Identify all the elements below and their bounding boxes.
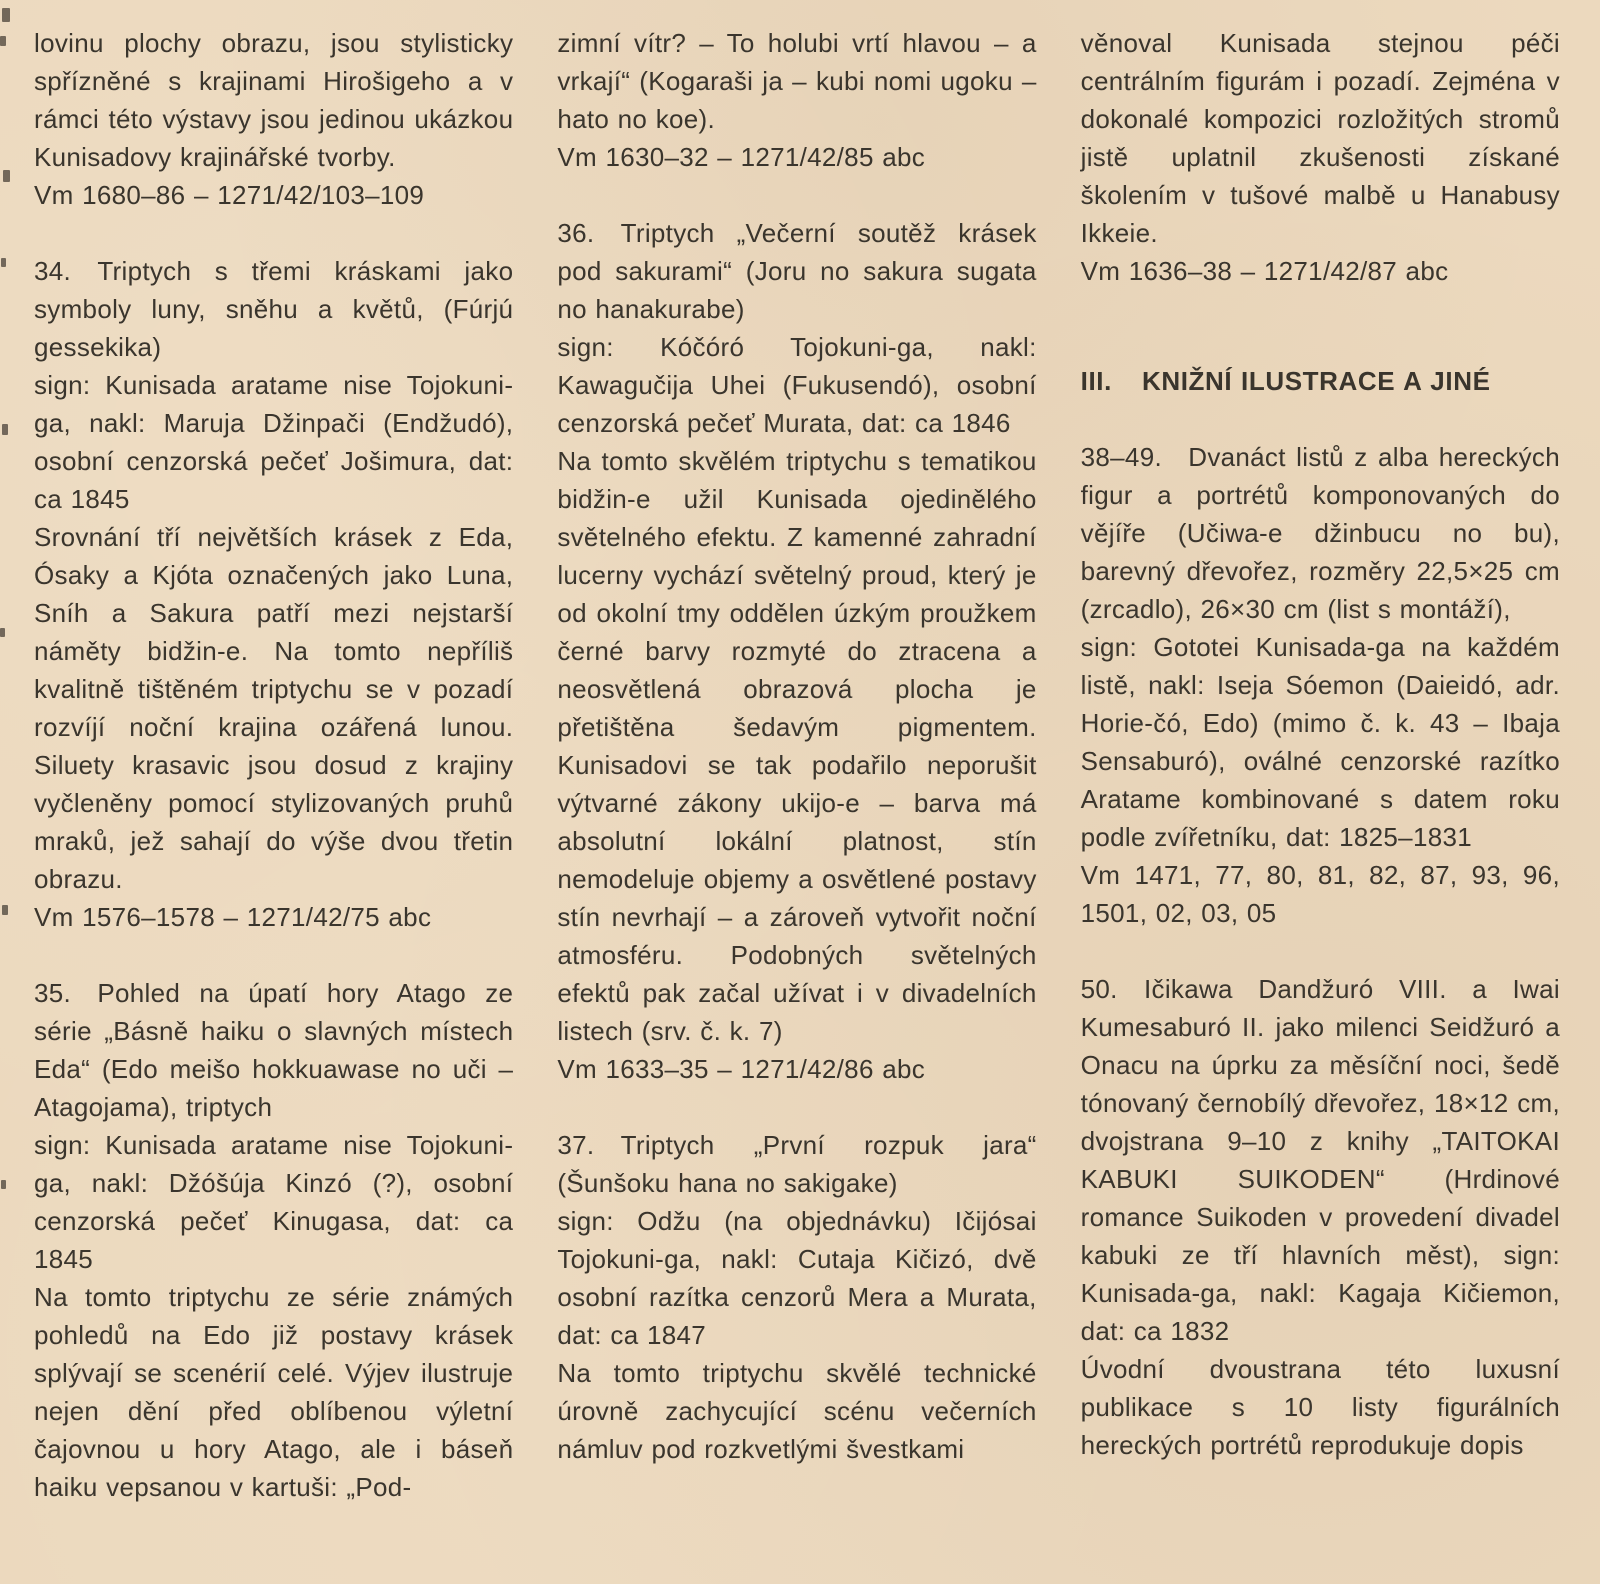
inventory-reference: Vm 1636–38 – 1271/42/87 abc	[1080, 256, 1449, 286]
catalog-entry: 50. Ičikawa Dandžuró VIII. a Iwai Kumesaburó II. jako milenci Seidžuró a Onacu na úprku za měsíční noci, šedě tónovaný černobílý dřevořez, 18×12 cm, dvojstrana 9–10 z knihy „TAITOKAI KABUKI SUIKODEN“ (Hrdinové romance Suikoden v provedení divadel kabuki ze tří hlavních měst), sign: Kunisada-ga, nakl: Kagaja Kičiemon, dat: ca 1832	[1080, 974, 1560, 1346]
scan-speck	[0, 628, 5, 637]
inventory-reference: Vm 1630–32 – 1271/42/85 abc	[557, 142, 926, 172]
scan-speck	[2, 905, 8, 915]
scan-speck	[1, 1180, 6, 1189]
paragraph: Úvodní dvoustrana této luxusní publikace s 10 listy figurálních hereckých portrétů reprodukuje dopis	[1080, 1354, 1560, 1460]
inventory-reference: Vm 1633–35 – 1271/42/86 abc	[557, 1054, 926, 1084]
scan-speck	[2, 8, 10, 22]
paragraph: sign: Kóčóró Tojokuni-ga, nakl: Kawagučija Uhei (Fukusendó), osobní cenzorská pečeť Murata, dat: ca 1846	[557, 332, 1037, 438]
inventory-reference: Vm 1680–86 – 1271/42/103–109	[34, 180, 425, 210]
scan-speck	[3, 170, 10, 182]
paragraph: Na tomto triptychu skvělé technické úrovně zachycující scénu večerních námluv pod rozkvetlými švestkami	[557, 1358, 1037, 1464]
scan-speck	[1, 258, 6, 267]
section-heading	[1081, 362, 1560, 400]
section-heading-number: III.	[1080, 366, 1112, 396]
column-center	[557, 24, 1036, 1574]
paragraph: Na tomto triptychu ze série známých pohledů na Edo již postavy krásek splývají se scenérií celé. Výjev ilustruje nejen dění před oblíbenou výletní čajovnou u hory Atago, ale i báseň haiku vepsanou v kartuši: „Pod-	[34, 1282, 514, 1502]
paragraph: lovinu plochy obrazu, jsou stylisticky spřízněné s krajinami Hirošigeho a v rámci této výstavy jsou jedinou ukázkou Kunisadovy krajinářské tvorby.	[34, 28, 514, 172]
paragraph: sign: Kunisada aratame nise Tojokuni-ga, nakl: Maruja Džinpači (Endžudó), osobní cenzorská pečeť Jošimura, dat: ca 1845	[34, 370, 514, 514]
paragraph: sign: Gototei Kunisada-ga na každém listě, nakl: Iseja Sóemon (Daieidó, adr. Horie-čó, Edo) (mimo č. k. 43 – Ibaja Sensaburó), oválné cenzorské razítko Aratame kombinované s datem roku podle zvířetníku, dat: 1825–1831	[1080, 632, 1560, 852]
paragraph: sign: Odžu (na objednávku) Ičijósai Tojokuni-ga, nakl: Cutaja Kičizó, dvě osobní razítka cenzorů Mera a Murata, dat: ca 1847	[557, 1206, 1037, 1350]
section-heading-text: KNIŽNÍ ILUSTRACE A JINÉ	[1141, 366, 1491, 396]
inventory-reference: Vm 1471, 77, 80, 81, 82, 87, 93, 96, 1501, 02, 03, 05	[1080, 860, 1560, 928]
inventory-reference: Vm 1576–1578 – 1271/42/75 abc	[34, 902, 432, 932]
paragraph: zimní vítr? – To holubi vrtí hlavou – a vrkají“ (Kogaraši ja – kubi nomi ugoku – hato no koe).	[557, 28, 1037, 134]
catalog-entry: 38–49. Dvanáct listů z alba hereckých figur a portrétů komponovaných do vějíře (Učiwa-e džinbucu no bu), barevný dřevořez, rozměry 22,5×25 cm (zrcadlo), 26×30 cm (list s montáží),	[1080, 442, 1560, 624]
column-right	[1081, 24, 1560, 1574]
paragraph: sign: Kunisada aratame nise Tojokuni-ga, nakl: Džóšúja Kinzó (?), osobní cenzorská pečeť Kinugasa, dat: ca 1845	[34, 1130, 514, 1274]
scan-speck	[2, 424, 8, 435]
catalog-entry: 35. Pohled na úpatí hory Atago ze série „Básně haiku o slavných místech Eda“ (Edo meišo hokkuawase no uči – Atagojama), triptych	[34, 978, 514, 1122]
paragraph: věnoval Kunisada stejnou péči centrálním figurám i pozadí. Zejména v dokonalé kompozici rozložitých stromů jistě uplatnil zkušenosti získané školením v tušové malbě u Hanabusy Ikkeie.	[1080, 28, 1560, 248]
paragraph: Na tomto skvělém triptychu s tematikou bidžin-e užil Kunisada ojedinělého světelného efektu. Z kamenné zahradní lucerny vychází světelný proud, který je od okolní tmy oddělen úzkým proužkem černé barvy rozmyté do ztracena a neosvětlená obrazová plocha je přetištěna šedavým pigmentem. Kunisadovi se tak podařilo neporušit výtvarné zákony ukijo-e – barva má absolutní lokální platnost, stín nemodeluje objemy a osvětlené postavy stín nevrhají – a zároveň vytvořit noční atmosféru. Podobných světelných efektů pak začal užívat i v divadelních listech (srv. č. k. 7)	[557, 446, 1037, 1046]
column-left	[34, 24, 513, 1574]
catalog-entry: 36. Triptych „Večerní soutěž krásek pod sakurami“ (Joru no sakura sugata no hanakurabe)	[557, 218, 1037, 324]
scan-speck	[0, 36, 6, 46]
catalog-entry: 37. Triptych „První rozpuk jara“ (Šunšoku hana no sakigake)	[557, 1130, 1037, 1198]
catalog-entry: 34. Triptych s třemi kráskami jako symboly luny, sněhu a květů, (Fúrjú gessekika)	[34, 256, 514, 362]
paragraph: Srovnání tří největších krásek z Eda, Ósaky a Kjóta označených jako Luna, Sníh a Sakura patří mezi nejstarší náměty bidžin-e. Na tomto nepříliš kvalitně tištěném triptychu se v pozadí rozvíjí noční krajina ozářená lunou. Siluety krasavic jsou dosud z krajiny vyčleněny pomocí stylizovaných pruhů mraků, jež sahají do výše dvou třetin obrazu.	[34, 522, 514, 894]
